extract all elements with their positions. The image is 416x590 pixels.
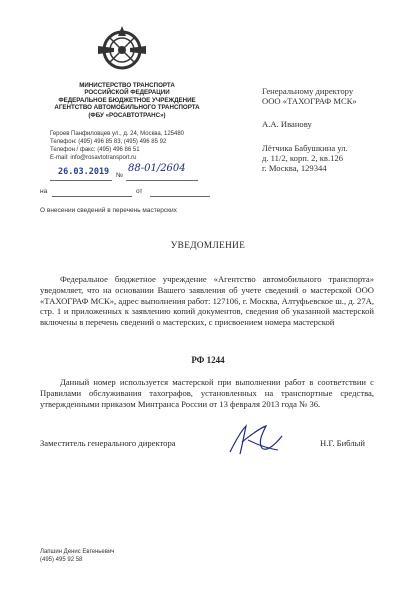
sender-address: Героев Панфиловцев ул., д. 24, Москва, 125480 (50, 131, 185, 137)
document-title: УВЕДОМЛЕНИЕ (170, 240, 246, 250)
addressee-person: А.А. Иванову (262, 119, 312, 130)
federation-name: РОССИЙСКОЙ ФЕДЕРАЦИИ (84, 89, 170, 97)
executor-block (40, 548, 114, 564)
institution-short-name: (ФБУ «РОСАВТОТРАНС») (88, 111, 166, 119)
body-paragraph-1: Федеральное бюджетное учреждение «Агентство автомобильного транспорта» уведомляет, что на основании Вашего заявления об учете сведений о мастерской ООО «ТАХОГРАФ МСК», адрес выполнения работ: 127106, г. Москва, Алтуфьевское ш., д. 27А, стр. 1 и приложенных к заявлению копий документов, сведения об указанной мастерской включены в перечень сведений о мастерских, с присвоением номера мастерской (40, 274, 374, 328)
incoming-reference-row (40, 187, 240, 199)
ministry-name: МИНИСТЕРСТВО ТРАНСПОРТА (79, 82, 175, 89)
handwritten-signature (222, 422, 292, 458)
number-underline (126, 180, 198, 181)
ministry-emblem-icon (96, 24, 148, 76)
sender-contacts (50, 130, 240, 162)
addressee-building: д. 11/2, корп. 2, кв.126 (262, 152, 344, 163)
from-underline (150, 196, 210, 197)
number-label: № (116, 172, 123, 179)
sender-email: E-mail: info@rosavtotransport.ru (50, 155, 137, 161)
outgoing-registration-row (50, 163, 200, 182)
date-underline (50, 180, 112, 181)
institution-line2: АГЕНТСТВО АВТОМОБИЛЬНОГО ТРАНСПОРТА (54, 104, 200, 112)
handwritten-number: 88-01/2604 (128, 163, 186, 174)
workshop-number: РФ 1244 (191, 355, 225, 365)
sender-tel-fax: Телефон / факс: (495) 496 86 51 (50, 147, 140, 153)
addressee-company: ООО «ТАХОГРАФ МСК» (262, 96, 357, 107)
addressee-position: Генеральному директору (262, 86, 354, 96)
signatory-title: Заместитель генерального директора (40, 438, 176, 448)
executor-name: Лапшин Денис Евгеньевич (40, 549, 115, 555)
from-label: от (136, 188, 143, 195)
on-label: на (40, 188, 48, 195)
signatory-name: Н.Г. Библый (320, 438, 366, 448)
date-stamp: 26.03.2019 (58, 167, 110, 177)
sender-phone: Телефон: (495) 496 85 83, (495) 496 85 92 (50, 139, 167, 145)
body-paragraph-2: Данный номер используется мастерской при выполнении работ в соответствии с Правилами обслуживания тахографов, установленных на транспортные средства, утвержденными приказом Минтранса России от 13 февраля 2013 года № 36. (40, 377, 374, 409)
institution-line1: ФЕДЕРАЛЬНОЕ БЮДЖЕТНОЕ УЧРЕЖДЕНИЕ (58, 96, 196, 104)
addressee-street: Лётчика Бабушкина ул. (262, 142, 348, 153)
executor-phone: (495) 495 92 58 (40, 557, 83, 563)
addressee-block (262, 86, 412, 173)
on-underline (52, 196, 132, 197)
addressee-city: г. Москва, 129344 (262, 163, 327, 174)
sender-organization (8, 82, 246, 119)
letter-subject: О внесении сведений в перечень мастерских (40, 207, 177, 214)
